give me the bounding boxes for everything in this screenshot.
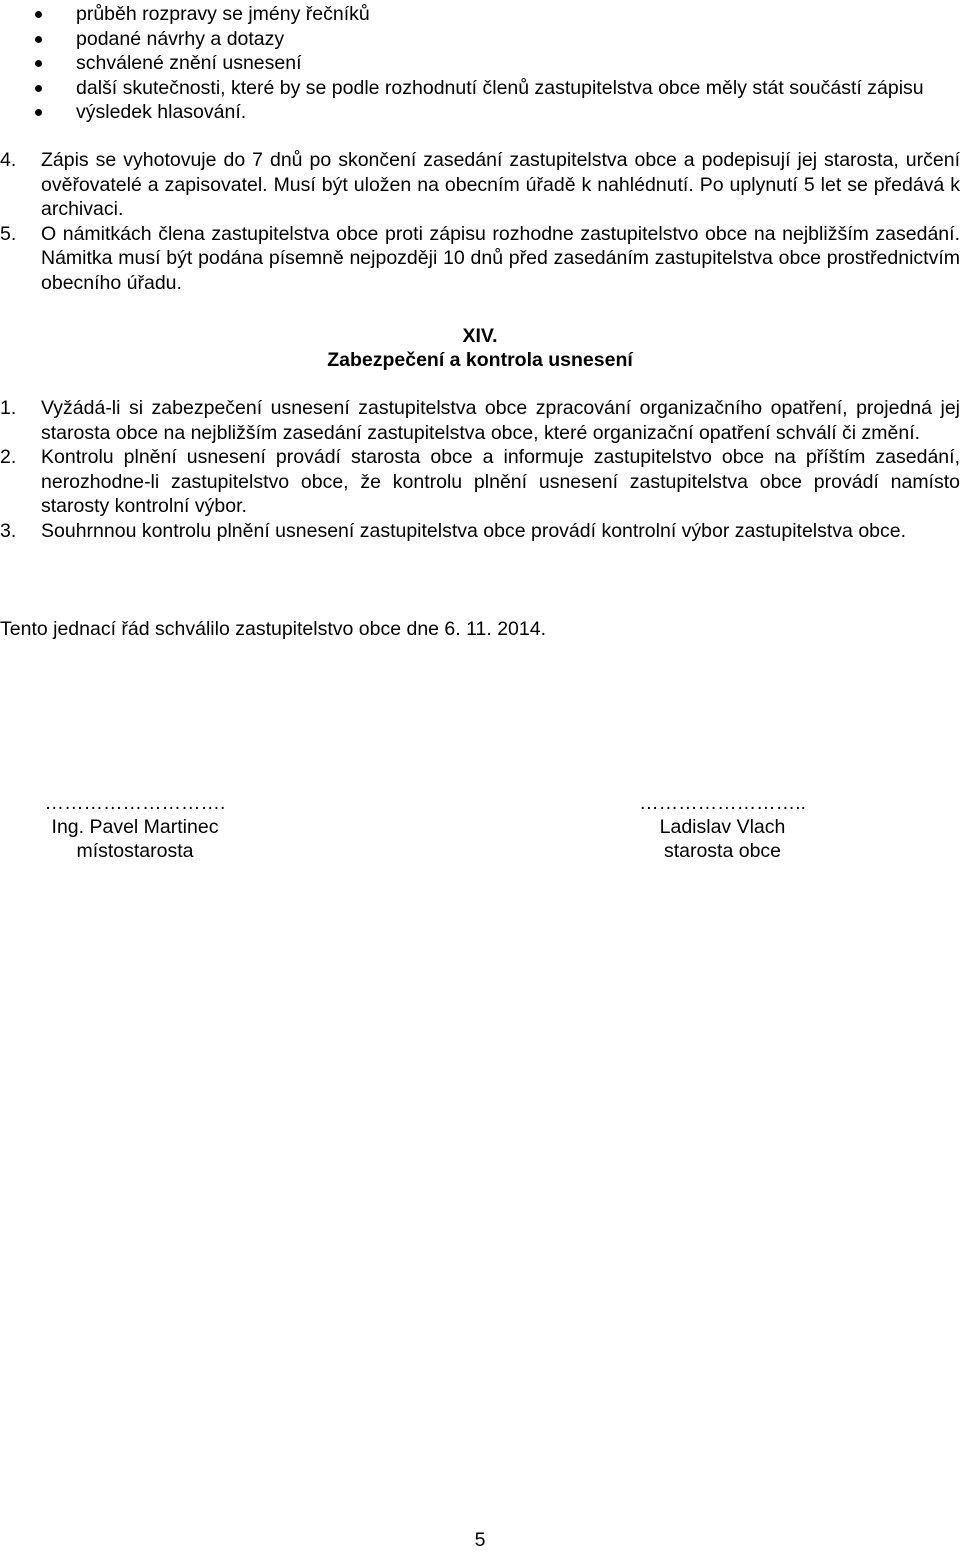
numbered-paragraph: [0, 445, 960, 519]
signature-block-deputy-mayor: [0, 791, 270, 863]
list-item: [0, 27, 960, 52]
list-item-text: další skutečnosti, které by se podle rozhodnutí členů zastupitelstva obce měly stát součástí zápisu: [76, 76, 924, 99]
page-number: 5: [474, 1529, 486, 1551]
minutes-rules-list: [0, 148, 960, 295]
list-item-text: průběh rozpravy se jmény řečníků: [76, 3, 370, 25]
numbered-paragraph: [0, 148, 960, 222]
paragraph-text: O námitkách člena zastupitelstva obce proti zápisu rozhodne zastupitelstvo obce na nejbližším zasedání. Námitka musí být podána písemně nejpozději 10 dnů před zasedáním zastupitelstva obce prostřednictvím obecního úřadu.: [41, 222, 960, 294]
paragraph-number: 1.: [0, 397, 17, 419]
list-item: [0, 76, 960, 101]
paragraph-text: Souhrnnou kontrolu plnění usnesení zastupitelstva obce provádí kontrolní výbor zastupitelstva obce.: [41, 519, 907, 542]
signatory-role: starosta obce: [663, 840, 782, 862]
paragraph-number: 3.: [0, 519, 17, 542]
list-item-text: výsledek hlasování.: [76, 101, 247, 123]
numbered-paragraph: [0, 396, 960, 445]
signatory-name: Ing. Pavel Martinec: [51, 816, 219, 838]
paragraph-number: 2.: [0, 446, 17, 468]
bullet-icon: [35, 11, 42, 18]
bullet-icon: [35, 85, 42, 92]
bullet-icon: [35, 109, 42, 116]
resolution-control-list: [0, 396, 960, 543]
signature-block-mayor: [585, 791, 860, 863]
section-title: Zabezpečení a kontrola usnesení: [327, 349, 633, 371]
section-number: XIV.: [462, 325, 498, 347]
bullet-icon: [35, 60, 42, 67]
list-item-text: schválené znění usnesení: [76, 52, 302, 74]
numbered-paragraph: [0, 519, 960, 544]
paragraph-text: Kontrolu plnění usnesení provádí starosta obce a informuje zastupitelstvo obce na příštím zasedání, nerozhodne-li zastupitelstvo obce, že kontrolu plnění usnesení zastupitelstva obce provádí namísto starosty kontrolní výbor.: [41, 446, 960, 517]
list-item: [0, 2, 960, 27]
bullet-icon: [35, 36, 42, 43]
paragraph-text: Zápis se vyhotovuje do 7 dnů po skončení zasedání zastupitelstva obce a podepisují jej starosta, určení ověřovatelé a zapisovatel. Musí být uložen na obecním úřadě k nahlédnutí. Po uplynutí 5 let se předává k archivaci.: [41, 149, 960, 220]
signatory-role: místostarosta: [76, 840, 194, 862]
minutes-contents-list: [0, 2, 960, 125]
paragraph-number: 5.: [0, 222, 17, 245]
signature-line: ……………………….: [44, 792, 226, 814]
approval-statement: Tento jednací řád schválilo zastupitelstvo obce dne 6. 11. 2014.: [0, 618, 546, 640]
numbered-paragraph: [0, 222, 960, 296]
list-item-text: podané návrhy a dotazy: [76, 27, 285, 50]
paragraph-text: Vyžádá-li si zabezpečení usnesení zastupitelstva obce zpracování organizačního opatření, projedná jej starosta obce na nejbližším zasedání zastupitelstva obce, které organizační opatření schválí či změní.: [41, 397, 960, 444]
list-item: [0, 100, 960, 125]
paragraph-number: 4.: [0, 149, 17, 171]
signatory-name: Ladislav Vlach: [659, 816, 786, 838]
list-item: [0, 51, 960, 76]
signature-line: ……………………..: [639, 792, 806, 814]
